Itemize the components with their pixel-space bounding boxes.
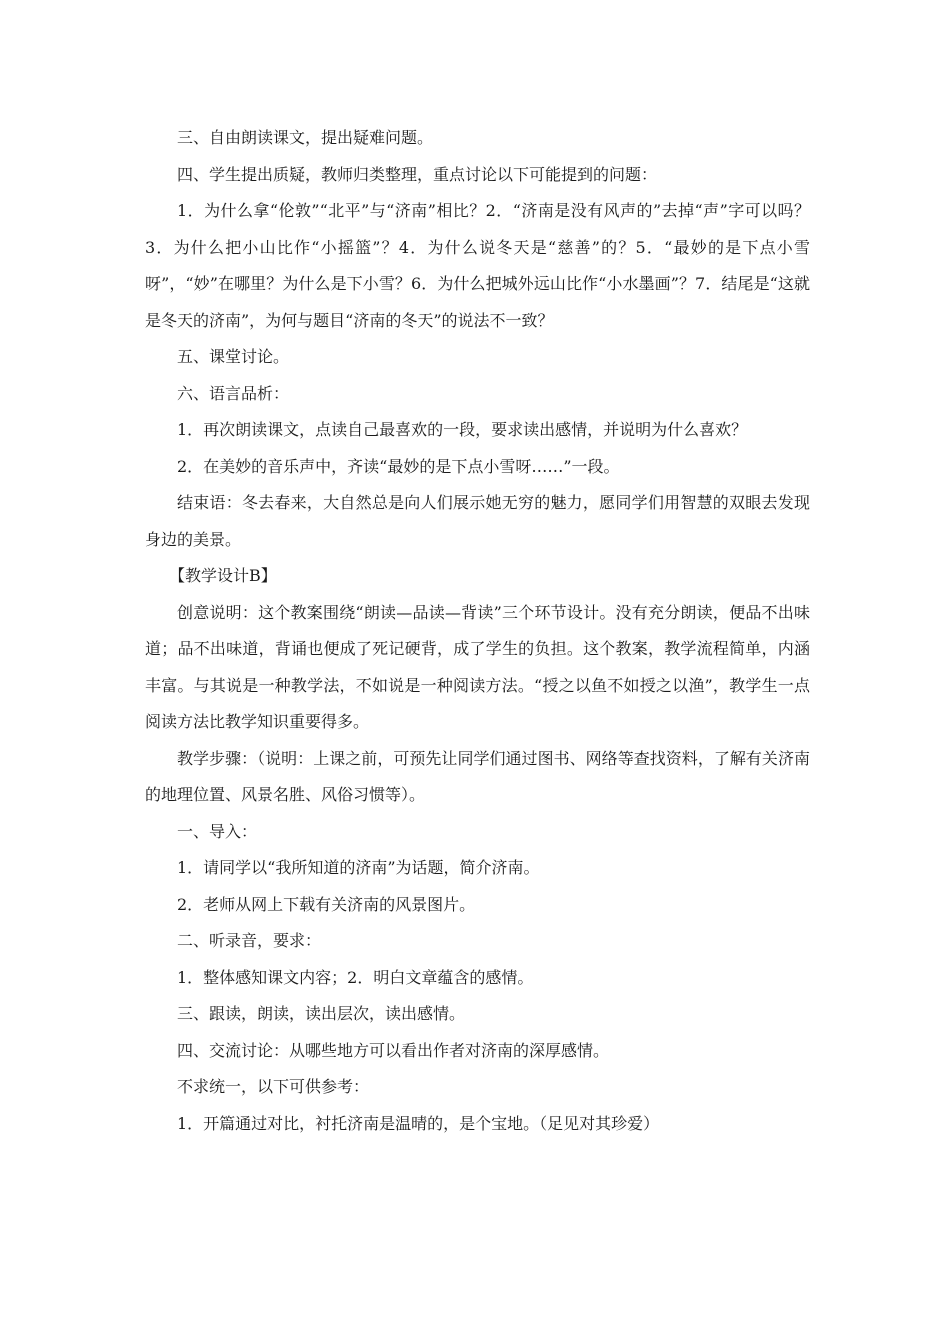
paragraph-section-4: 四、学生提出质疑，教师归类整理，重点讨论以下可能提到的问题： (177, 164, 658, 184)
document-body (145, 120, 810, 1142)
paragraph-reference-1: 1．开篇通过对比，衬托济南是温晴的，是个宝地。（足见对其珍爱） (177, 1113, 660, 1133)
paragraph-analysis-2: 2．在美妙的音乐声中，齐读“最妙的是下点小雪呀……”一段。 (177, 456, 620, 476)
paragraph-steps: 教学步骤：（说明：上课之前，可预先让同学们通过图书、网络等查找资料，了解有关济南的地理位置、风景名胜、风俗习惯等）。 (145, 748, 810, 804)
paragraph-step-3: 三、跟读，朗读，读出层次，读出感情。 (177, 1004, 466, 1023)
paragraph-section-3: 三、自由朗读课文，提出疑难问题。 (177, 128, 434, 147)
paragraph-step-1-1: 1．请同学以“我所知道的济南”为话题，简介济南。 (177, 858, 540, 877)
paragraph-step-2: 二、听录音，要求： (177, 931, 322, 950)
paragraph-section-5: 五、课堂讨论。 (177, 347, 290, 366)
paragraph-step-1: 一、导入： (177, 821, 258, 841)
paragraph-section-6: 六、语言品析： (177, 383, 290, 403)
paragraph-closing: 结束语：冬去春来，大自然总是向人们展示她无穷的魅力，愿同学们用智慧的双眼去发现身边的美景。 (145, 493, 810, 549)
paragraph-creative-note: 创意说明：这个教案围绕“朗读—品读—背读”三个环节设计。没有充分朗读，便品不出味道；品不出味道，背诵也便成了死记硬背，成了学生的负担。这个教案，教学流程简单，内涵丰富。与其说是一种教学法，不如说是一种阅读方法。“授之以鱼不如授之以渔”，教学生一点阅读方法比教学知识重要得多。 (145, 602, 810, 731)
paragraph-reference-note: 不求统一，以下可供参考： (177, 1077, 370, 1096)
paragraph-step-1-2: 2．老师从网上下载有关济南的风景图片。 (177, 894, 476, 914)
paragraph-step-2-1: 1．整体感知课文内容；2．明白文章蕴含的感情。 (177, 967, 534, 987)
paragraph-questions: 1．为什么拿“伦敦”“北平”与“济南”相比？2．“济南是没有风声的”去掉“声”字可以吗？3．为什么把小山比作“小摇篮”？4．为什么说冬天是“慈善”的？5．“最妙的是下点小雪呀”，“妙”在哪里？为什么是下小雪？6．为什么把城外远山比作“小水墨画”？7．结尾是“这就是冬天的济南”，为何与题目“济南的冬天”的说法不一致？ (145, 201, 810, 330)
paragraph-analysis-1: 1．再次朗读课文，点读自己最喜欢的一段，要求读出感情，并说明为什么喜欢？ (177, 420, 748, 439)
paragraph-step-4: 四、交流讨论：从哪些地方可以看出作者对济南的深厚感情。 (177, 1040, 610, 1060)
heading-design-b: 【教学设计B】 (169, 566, 277, 585)
